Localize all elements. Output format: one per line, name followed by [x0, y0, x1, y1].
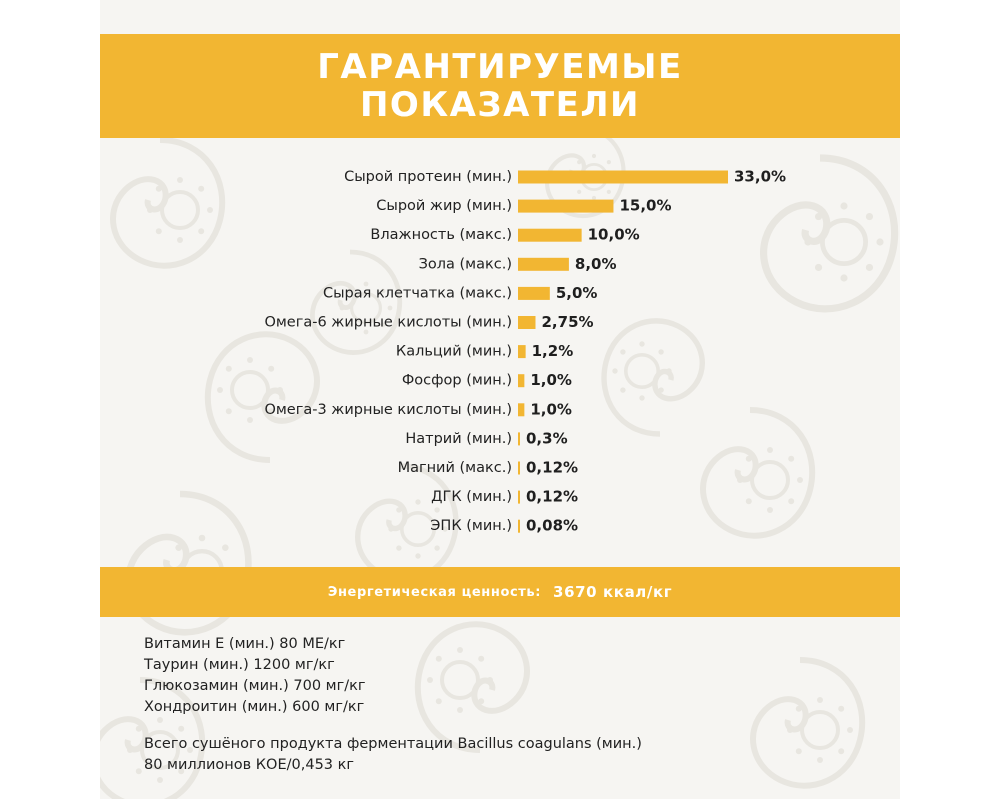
bar — [518, 520, 520, 533]
value-label: 33,0% — [734, 167, 787, 186]
value-label: 0,3% — [526, 429, 568, 448]
category-label: Зола (макс.) — [418, 256, 512, 273]
category-label: Магний (макс.) — [397, 460, 512, 476]
category-label: Сырой протеин (мин.) — [344, 169, 512, 185]
bar — [518, 171, 728, 184]
value-label: 10,0% — [587, 225, 640, 244]
energy-label: Энергетическая ценность: — [327, 584, 542, 600]
category-label: Сырая клетчатка (макс.) — [322, 285, 512, 302]
category-label: Фосфор (мин.) — [401, 372, 512, 389]
bar — [518, 316, 536, 329]
probiotic-note — [144, 734, 844, 776]
value-label: 5,0% — [555, 283, 598, 302]
page-title-line-2: ПОКАЗАТЕЛИ — [359, 85, 641, 125]
value-label: 15,0% — [619, 196, 672, 215]
content-panel — [100, 0, 900, 799]
category-label: ЭПК (мин.) — [430, 518, 512, 535]
value-label: 8,0% — [574, 254, 617, 273]
category-label: Кальций (мин.) — [395, 343, 512, 360]
energy-value: 3670 ккал/кг — [553, 583, 673, 601]
bar — [518, 462, 520, 475]
value-label: 0,12% — [526, 487, 579, 506]
category-label: ДГК (мин.) — [431, 489, 512, 506]
value-label: 0,08% — [526, 516, 579, 535]
bar — [518, 491, 520, 504]
energy-banner — [100, 567, 900, 617]
value-label: 1,0% — [530, 371, 572, 390]
extra-item-glucosamine: Глюкозамин (мин.) 700 мг/кг — [144, 678, 366, 694]
bar — [518, 287, 550, 300]
bar — [518, 229, 582, 242]
bar — [518, 403, 524, 416]
probiotic-note-line-1: Всего сушёного продукта ферментации Bacillus coagulans (мин.) — [144, 736, 642, 752]
value-label: 1,0% — [530, 400, 572, 419]
category-label: Омега-3 жирные кислоты (мин.) — [264, 401, 512, 418]
page-title-line-1: ГАРАНТИРУЕМЫЕ — [317, 47, 683, 87]
bar — [518, 374, 524, 387]
value-label: 2,75% — [541, 313, 594, 331]
extra-item-taurine: Таурин (мин.) 1200 мг/кг — [144, 657, 335, 673]
bar-chart-svg — [100, 0, 900, 560]
bar — [518, 432, 520, 445]
guaranteed-analysis-chart — [100, 0, 900, 560]
category-label: Влажность (макс.) — [370, 227, 512, 244]
extra-nutrients — [144, 634, 844, 776]
value-label: 0,12% — [526, 458, 579, 477]
bar — [518, 345, 526, 358]
extra-item-vitamin-e: Витамин Е (мин.) 80 МЕ/кг — [144, 636, 346, 652]
value-label: 1,2% — [531, 342, 574, 361]
bar — [518, 200, 613, 213]
category-label: Сырой жир (мин.) — [376, 198, 512, 215]
category-label: Натрий (мин.) — [405, 430, 512, 447]
extra-item-chondroitin: Хондроитин (мин.) 600 мг/кг — [144, 699, 365, 715]
category-label: Омега-6 жирные кислоты (мин.) — [264, 314, 512, 331]
bar — [518, 258, 569, 271]
probiotic-note-line-2: 80 миллионов КОЕ/0,453 кг — [144, 757, 355, 773]
